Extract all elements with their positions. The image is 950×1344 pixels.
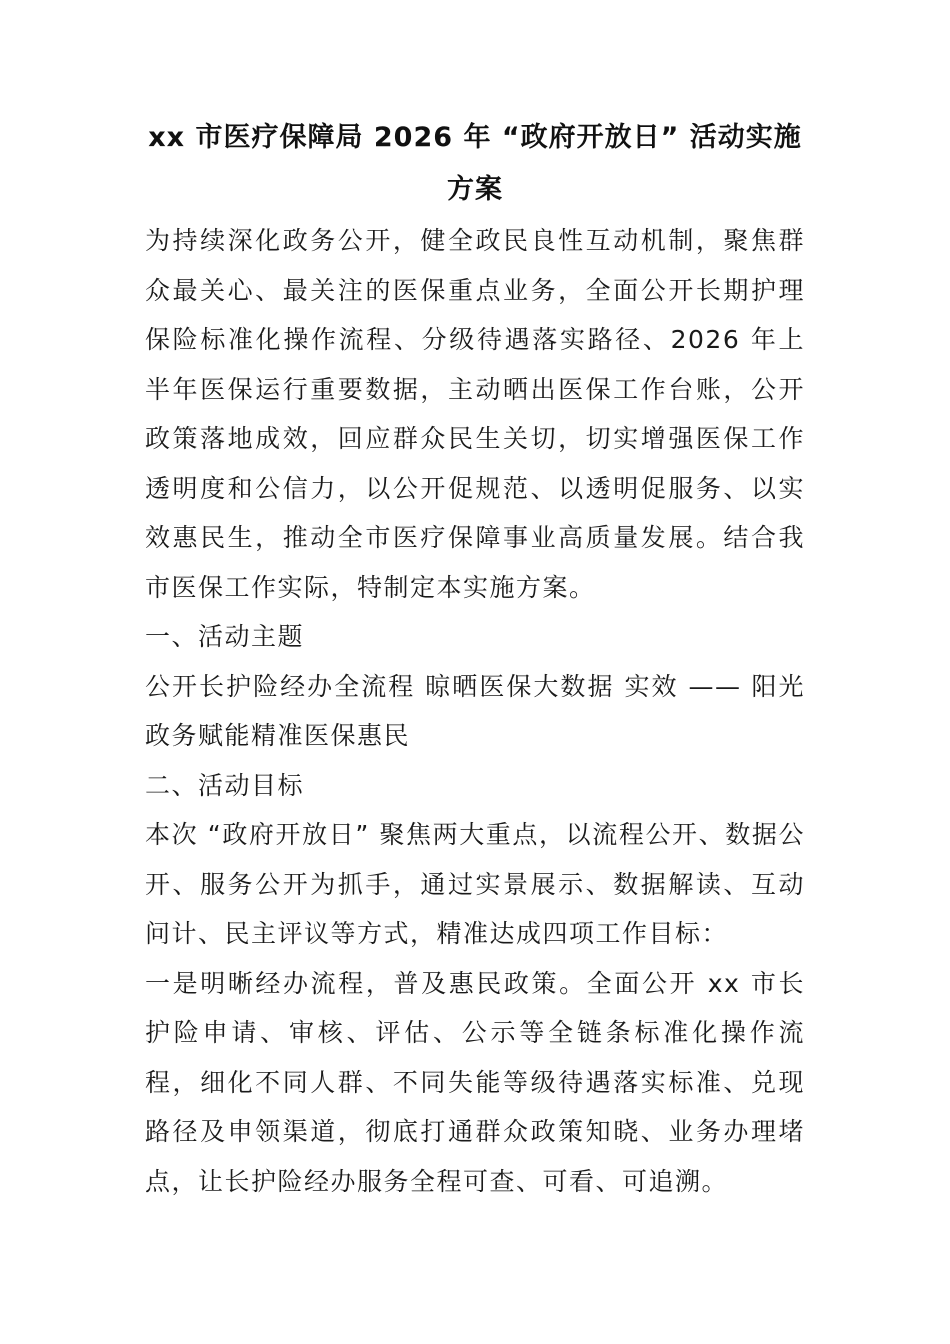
section-heading-theme: 一、活动主题 (145, 622, 305, 651)
theme-paragraph: 公开长护险经办全流程 晾晒医保大数据 实效 —— 阳光政务赋能精准医保惠民 (145, 671, 805, 750)
document-title: xx 市医疗保障局 2026 年 “政府开放日” 活动实施方案 (148, 122, 802, 205)
document-body (145, 216, 805, 1206)
section-heading-goals: 二、活动目标 (145, 770, 305, 800)
goals-intro-paragraph: 本次 “政府开放日” 聚焦两大重点，以流程公开、数据公开、服务公开为抓手，通过实景展示、数据解读、互动问计、民主评议等方式，精准达成四项工作目标： (145, 820, 805, 948)
intro-paragraph: 为持续深化政务公开，健全政民良性互动机制，聚焦群众最关心、最关注的医保重点业务，全面公开长期护理保险标准化操作流程、分级待遇落实路径、2026 年上半年医保运行重要数据，主动晒出医保工作台账，公开政策落地成效，回应群众民生关切，切实增强医保工作透明度和公信力，以公开促规范、以透明促服务、以实效惠民生，推动全市医疗保障事业高质量发展。结合我市医保工作实际，特制定本实施方案。 (145, 226, 805, 602)
goal-one-paragraph: 一是明晰经办流程，普及惠民政策。全面公开 xx 市长护险申请、审核、评估、公示等全链条标准化操作流程，细化不同人群、不同失能等级待遇落实标准、兑现路径及申领渠道，彻底打通群众政策知晓、业务办理堵点，让长护险经办服务全程可查、可看、可追溯。 (145, 968, 805, 1196)
